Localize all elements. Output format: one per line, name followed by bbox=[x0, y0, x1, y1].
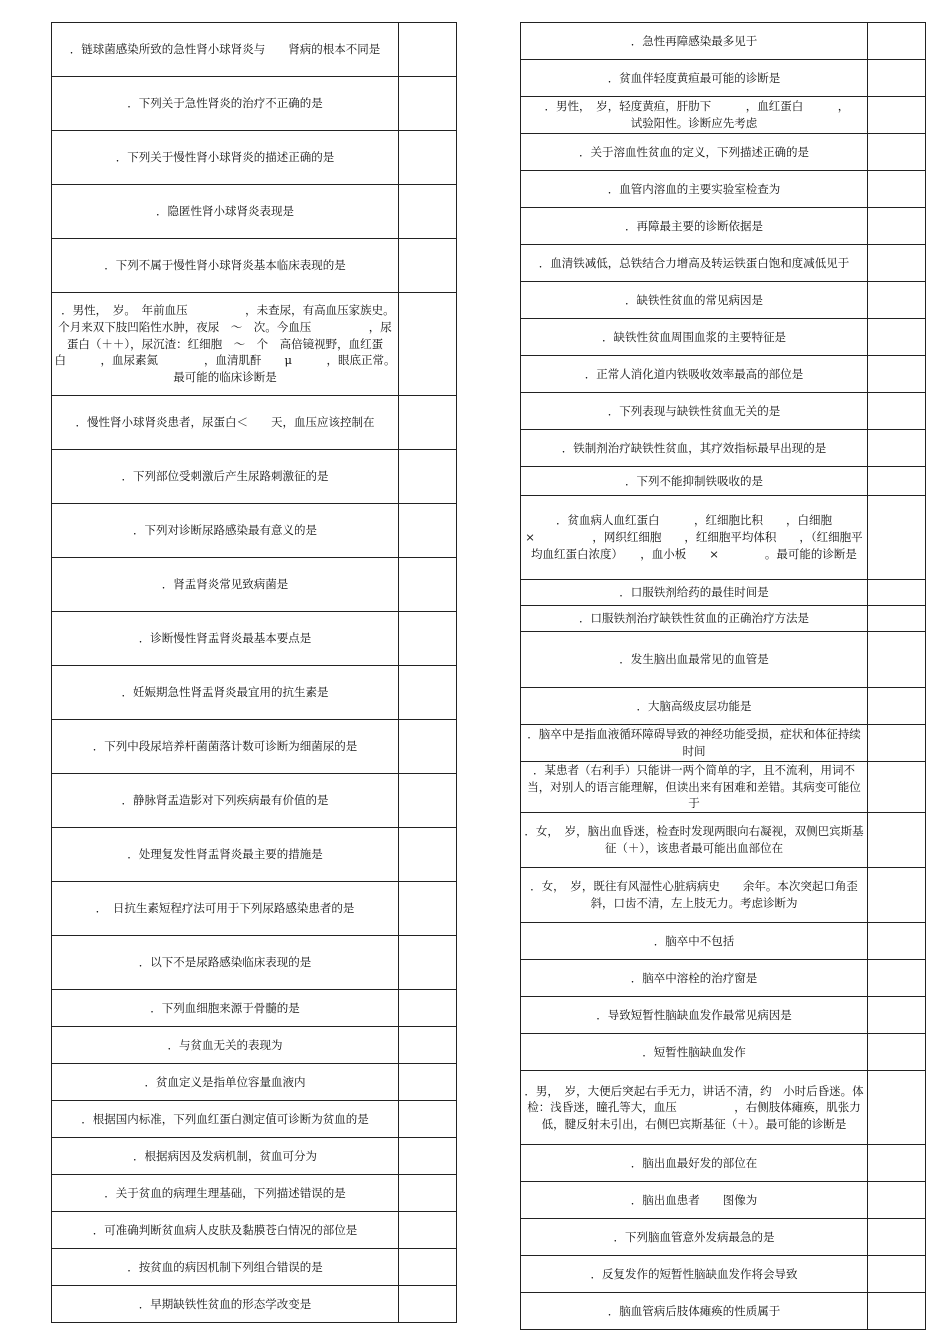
answer-cell[interactable] bbox=[868, 171, 926, 208]
question-row bbox=[521, 97, 926, 134]
question-text: ．下列表现与缺铁性贫血无关的是 bbox=[521, 393, 868, 430]
question-text: ．隐匿性肾小球肾炎表现是 bbox=[52, 185, 399, 239]
question-row bbox=[521, 60, 926, 97]
question-text: ．再障最主要的诊断依据是 bbox=[521, 208, 868, 245]
answer-cell[interactable] bbox=[399, 558, 457, 612]
answer-cell[interactable] bbox=[399, 612, 457, 666]
question-row bbox=[52, 666, 457, 720]
left-table-body bbox=[52, 23, 457, 1323]
question-row bbox=[521, 208, 926, 245]
question-row bbox=[52, 185, 457, 239]
question-text: ．贫血定义是指单位容量血液内 bbox=[52, 1064, 399, 1101]
question-text: ．女， 岁，脑出血昏迷，检查时发现两眼向右凝视，双侧巴宾斯基征（＋），该患者最可能出血部位在 bbox=[521, 813, 868, 868]
question-row bbox=[521, 496, 926, 580]
answer-cell[interactable] bbox=[868, 813, 926, 868]
question-text: ．可准确判断贫血病人皮肤及黏膜苍白情况的部位是 bbox=[52, 1212, 399, 1249]
question-text: ．男， 岁，大便后突起右手无力，讲话不清，约 小时后昏迷。体检：浅昏迷，瞳孔等大，血压 ，右侧肢体瘫痪，肌张力低，腱反射未引出，右侧巴宾斯基征（＋）。最可能的诊断是 bbox=[521, 1071, 868, 1145]
answer-cell[interactable] bbox=[868, 580, 926, 606]
question-text: ．脑血管病后肢体瘫痪的性质属于 bbox=[521, 1293, 868, 1330]
answer-cell[interactable] bbox=[868, 868, 926, 923]
question-row bbox=[52, 239, 457, 293]
question-row bbox=[52, 450, 457, 504]
question-row bbox=[521, 868, 926, 923]
question-row bbox=[521, 282, 926, 319]
question-text: ．妊娠期急性肾盂肾炎最宜用的抗生素是 bbox=[52, 666, 399, 720]
question-row bbox=[521, 1256, 926, 1293]
question-row bbox=[521, 1182, 926, 1219]
question-text: ．根据国内标准，下列血红蛋白测定值可诊断为贫血的是 bbox=[52, 1101, 399, 1138]
question-row bbox=[52, 1249, 457, 1286]
question-text: ．导致短暂性脑缺血发作最常见病因是 bbox=[521, 997, 868, 1034]
question-text: ．反复发作的短暂性脑缺血发作将会导致 bbox=[521, 1256, 868, 1293]
question-text: ．根据病因及发病机制，贫血可分为 bbox=[52, 1138, 399, 1175]
question-row bbox=[52, 828, 457, 882]
question-text: ．关于溶血性贫血的定义，下列描述正确的是 bbox=[521, 134, 868, 171]
answer-cell[interactable] bbox=[868, 467, 926, 496]
answer-cell[interactable] bbox=[399, 990, 457, 1027]
question-text: ．男性， 岁，轻度黄疸，肝肋下 ，血红蛋白 ， 试验阳性。诊断应先考虑 bbox=[521, 97, 868, 134]
question-text: ．血管内溶血的主要实验室检查为 bbox=[521, 171, 868, 208]
question-row bbox=[52, 77, 457, 131]
question-row bbox=[52, 1286, 457, 1323]
question-text: ．短暂性脑缺血发作 bbox=[521, 1034, 868, 1071]
question-text: ．急性再障感染最多见于 bbox=[521, 23, 868, 60]
question-text: ．口服铁剂治疗缺铁性贫血的正确治疗方法是 bbox=[521, 606, 868, 632]
answer-cell[interactable] bbox=[868, 1145, 926, 1182]
question-row bbox=[52, 1027, 457, 1064]
answer-cell[interactable] bbox=[868, 245, 926, 282]
answer-cell[interactable] bbox=[399, 828, 457, 882]
answer-cell[interactable] bbox=[399, 1286, 457, 1323]
question-row bbox=[521, 580, 926, 606]
question-row bbox=[521, 393, 926, 430]
question-row bbox=[52, 23, 457, 77]
question-row bbox=[521, 997, 926, 1034]
question-row bbox=[521, 762, 926, 813]
question-row bbox=[52, 1064, 457, 1101]
question-text: ．下列对诊断尿路感染最有意义的是 bbox=[52, 504, 399, 558]
answer-cell[interactable] bbox=[399, 882, 457, 936]
answer-cell[interactable] bbox=[399, 504, 457, 558]
answer-cell[interactable] bbox=[868, 960, 926, 997]
question-row bbox=[521, 813, 926, 868]
question-text: ．脑出血最好发的部位在 bbox=[521, 1145, 868, 1182]
question-text: ．下列不属于慢性肾小球肾炎基本临床表现的是 bbox=[52, 239, 399, 293]
question-text: ．下列中段尿培养杆菌菌落计数可诊断为细菌尿的是 bbox=[52, 720, 399, 774]
question-text: ．贫血伴轻度黄疸最可能的诊断是 bbox=[521, 60, 868, 97]
question-text: ．按贫血的病因机制下列组合错误的是 bbox=[52, 1249, 399, 1286]
question-text: ．脑卒中不包括 bbox=[521, 923, 868, 960]
question-text: ．早期缺铁性贫血的形态学改变是 bbox=[52, 1286, 399, 1323]
question-text: ．发生脑出血最常见的血管是 bbox=[521, 632, 868, 688]
question-row bbox=[521, 725, 926, 762]
answer-cell[interactable] bbox=[868, 134, 926, 171]
answer-cell[interactable] bbox=[868, 1293, 926, 1330]
question-text: ．下列部位受刺激后产生尿路刺激征的是 bbox=[52, 450, 399, 504]
answer-cell[interactable] bbox=[868, 282, 926, 319]
answer-cell[interactable] bbox=[399, 1212, 457, 1249]
question-text: ．以下不是尿路感染临床表现的是 bbox=[52, 936, 399, 990]
question-text: ．链球菌感染所致的急性肾小球肾炎与 肾病的根本不同是 bbox=[52, 23, 399, 77]
question-text: ．口服铁剂给药的最佳时间是 bbox=[521, 580, 868, 606]
question-row bbox=[52, 1101, 457, 1138]
question-row bbox=[52, 774, 457, 828]
question-text: ． 日抗生素短程疗法可用于下列尿路感染患者的是 bbox=[52, 882, 399, 936]
answer-cell[interactable] bbox=[868, 762, 926, 813]
question-row bbox=[521, 23, 926, 60]
answer-cell[interactable] bbox=[868, 1182, 926, 1219]
question-row bbox=[521, 319, 926, 356]
answer-cell[interactable] bbox=[399, 1101, 457, 1138]
question-text: ．下列关于急性肾炎的治疗不正确的是 bbox=[52, 77, 399, 131]
question-row bbox=[521, 134, 926, 171]
question-row bbox=[521, 171, 926, 208]
question-row bbox=[521, 1219, 926, 1256]
answer-cell[interactable] bbox=[399, 1064, 457, 1101]
question-row bbox=[52, 558, 457, 612]
question-text: ．某患者（右利手）只能讲一两个简单的字，且不流利，用词不当，对别人的语言能理解，但读出来有困难和差错。其病变可能位于 bbox=[521, 762, 868, 813]
answer-cell[interactable] bbox=[399, 293, 457, 396]
question-row bbox=[52, 396, 457, 450]
answer-cell[interactable] bbox=[399, 396, 457, 450]
answer-cell[interactable] bbox=[868, 496, 926, 580]
question-text: ．缺铁性贫血周围血浆的主要特征是 bbox=[521, 319, 868, 356]
answer-cell[interactable] bbox=[399, 666, 457, 720]
question-text: ．脑卒中是指血液循环障碍导致的神经功能受损，症状和体征持续时间 bbox=[521, 725, 868, 762]
question-row bbox=[521, 1293, 926, 1330]
answer-cell[interactable] bbox=[868, 356, 926, 393]
question-row bbox=[52, 990, 457, 1027]
question-text: ．下列血细胞来源于骨髓的是 bbox=[52, 990, 399, 1027]
question-row bbox=[52, 720, 457, 774]
answer-cell[interactable] bbox=[399, 1175, 457, 1212]
question-text: ．慢性肾小球肾炎患者，尿蛋白＜ 天，血压应该控制在 bbox=[52, 396, 399, 450]
answer-cell[interactable] bbox=[868, 606, 926, 632]
left-question-table bbox=[51, 22, 457, 1323]
answer-cell[interactable] bbox=[399, 774, 457, 828]
question-row bbox=[521, 1071, 926, 1145]
question-row bbox=[52, 1138, 457, 1175]
question-text: ．诊断慢性肾盂肾炎最基本要点是 bbox=[52, 612, 399, 666]
question-text: ．脑卒中溶栓的治疗窗是 bbox=[521, 960, 868, 997]
right-table-body bbox=[521, 23, 926, 1330]
question-text: ．下列关于慢性肾小球肾炎的描述正确的是 bbox=[52, 131, 399, 185]
question-row bbox=[521, 960, 926, 997]
question-text: ．下列不能抑制铁吸收的是 bbox=[521, 467, 868, 496]
answer-cell[interactable] bbox=[868, 60, 926, 97]
question-row bbox=[521, 467, 926, 496]
question-row bbox=[52, 504, 457, 558]
question-row bbox=[521, 1034, 926, 1071]
answer-cell[interactable] bbox=[399, 1027, 457, 1064]
answer-cell[interactable] bbox=[868, 430, 926, 467]
question-row bbox=[52, 293, 457, 396]
right-question-table bbox=[520, 22, 926, 1330]
question-text: ．男性， 岁。 年前血压 ，未查尿，有高血压家族史。 个月来双下肢凹陷性水肿，夜尿 ～ 次。今血压 ，尿蛋白（＋＋），尿沉渣：红细胞 ～ 个 高倍镜视野，血红蛋白 ，血尿素氮 ，血清肌酐 μ ，眼底正常。最可能的临床诊断是 bbox=[52, 293, 399, 396]
question-row bbox=[52, 612, 457, 666]
answer-cell[interactable] bbox=[868, 632, 926, 688]
question-text: ．大脑高级皮层功能是 bbox=[521, 688, 868, 725]
question-text: ．正常人消化道内铁吸收效率最高的部位是 bbox=[521, 356, 868, 393]
question-row bbox=[521, 688, 926, 725]
answer-cell[interactable] bbox=[868, 1071, 926, 1145]
question-row bbox=[52, 1212, 457, 1249]
question-row bbox=[52, 131, 457, 185]
answer-cell[interactable] bbox=[399, 1138, 457, 1175]
answer-cell[interactable] bbox=[868, 997, 926, 1034]
question-row bbox=[52, 882, 457, 936]
question-text: ．静脉肾盂造影对下列疾病最有价值的是 bbox=[52, 774, 399, 828]
question-row bbox=[521, 632, 926, 688]
question-row bbox=[521, 923, 926, 960]
answer-cell[interactable] bbox=[868, 688, 926, 725]
answer-cell[interactable] bbox=[868, 319, 926, 356]
answer-cell[interactable] bbox=[868, 1219, 926, 1256]
question-row bbox=[521, 430, 926, 467]
question-row bbox=[521, 1145, 926, 1182]
question-row bbox=[521, 356, 926, 393]
question-row bbox=[52, 936, 457, 990]
question-text: ．女， 岁，既往有风湿性心脏病病史 余年。本次突起口角歪斜，口齿不清，左上肢无力。考虑诊断为 bbox=[521, 868, 868, 923]
answer-cell[interactable] bbox=[399, 936, 457, 990]
answer-cell[interactable] bbox=[399, 450, 457, 504]
question-text: ．肾盂肾炎常见致病菌是 bbox=[52, 558, 399, 612]
answer-cell[interactable] bbox=[399, 23, 457, 77]
answer-cell[interactable] bbox=[399, 77, 457, 131]
question-text: ．铁制剂治疗缺铁性贫血，其疗效指标最早出现的是 bbox=[521, 430, 868, 467]
question-text: ．脑出血患者 图像为 bbox=[521, 1182, 868, 1219]
question-row bbox=[521, 606, 926, 632]
question-row bbox=[521, 245, 926, 282]
answer-cell[interactable] bbox=[399, 185, 457, 239]
answer-cell[interactable] bbox=[399, 1249, 457, 1286]
answer-cell[interactable] bbox=[868, 23, 926, 60]
answer-cell[interactable] bbox=[868, 725, 926, 762]
answer-cell[interactable] bbox=[868, 393, 926, 430]
answer-cell[interactable] bbox=[868, 1256, 926, 1293]
question-text: ．下列脑血管意外发病最急的是 bbox=[521, 1219, 868, 1256]
answer-cell[interactable] bbox=[399, 131, 457, 185]
question-text: ．处理复发性肾盂肾炎最主要的措施是 bbox=[52, 828, 399, 882]
question-row bbox=[52, 1175, 457, 1212]
question-text: ．与贫血无关的表现为 bbox=[52, 1027, 399, 1064]
question-text: ．关于贫血的病理生理基础，下列描述错误的是 bbox=[52, 1175, 399, 1212]
answer-cell[interactable] bbox=[868, 208, 926, 245]
answer-cell[interactable] bbox=[399, 239, 457, 293]
answer-cell[interactable] bbox=[868, 923, 926, 960]
question-text: ．血清铁减低，总铁结合力增高及转运铁蛋白饱和度减低见于 bbox=[521, 245, 868, 282]
question-text: ．贫血病人血红蛋白 ，红细胞比积 ，白细胞 × ，网织红细胞 ，红细胞平均体积 ，（红细胞平均血红蛋白浓度） ，血小板 × 。最可能的诊断是 bbox=[521, 496, 868, 580]
question-text: ．缺铁性贫血的常见病因是 bbox=[521, 282, 868, 319]
answer-cell[interactable] bbox=[399, 720, 457, 774]
answer-cell[interactable] bbox=[868, 1034, 926, 1071]
